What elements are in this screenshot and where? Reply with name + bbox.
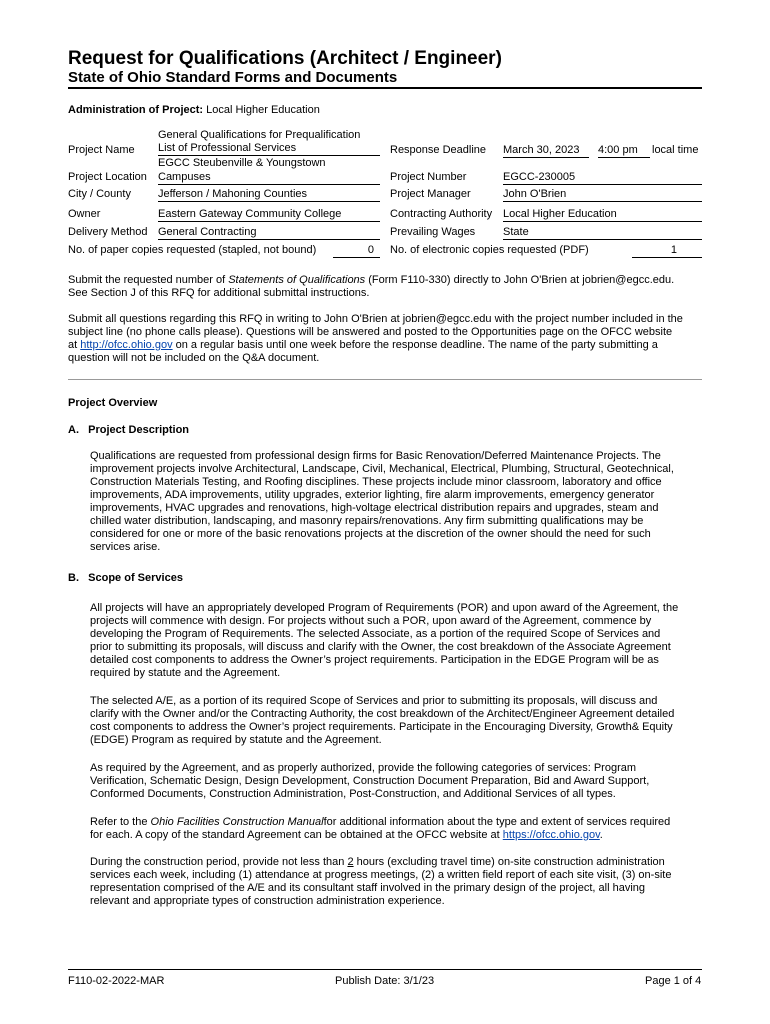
paragraph-line: projects will commence with design. For projects without such a POR, upon award of the Agreement, commence by <box>90 615 652 627</box>
paragraph-line: chilled water distribution, landscaping, and masonry repairs/renovations. Any firm submitting qualifications may be <box>90 515 644 527</box>
submittal-line: Submit the requested number of Statements of Qualifications (Form F110-330) directly to John O'Brien at jobrien@egcc.edu. <box>68 274 675 286</box>
page-number: Page 1 of 4 <box>645 975 702 987</box>
paragraph-line: As required by the Agreement, and as properly authorized, provide the following categories of services: Program <box>90 762 637 774</box>
prevailing-wages-value: State <box>503 226 702 240</box>
project-number-value: EGCC-230005 <box>503 171 702 185</box>
paragraph-line: improvements, ADA improvements, utility upgrades, exterior lighting, fire alarm improvements, emergency generator <box>90 489 655 501</box>
questions-line: question will not be included on the Q&A document. <box>68 352 320 364</box>
paragraph-line: representation comprised of the A/E and its consultant staff involved in the primary design of the project, all having <box>90 882 646 894</box>
paragraph-line: (EDGE) Program as required by statute and the Agreement. <box>90 734 382 746</box>
questions-line: at http://ofcc.ohio.gov on a regular basis until one week before the response deadline. The name of the party submitting a <box>68 339 658 351</box>
response-deadline-date: March 30, 2023 <box>503 144 589 158</box>
paragraph-line: All projects will have an appropriately developed Program of Requirements (POR) and upon award of the Agreement, the <box>90 602 679 614</box>
paragraph-line: services each week, including (1) attendance at progress meetings, (2) a written field report of each site visit, (3) on-site <box>90 869 672 881</box>
questions-line: Submit all questions regarding this RFQ in writing to John O'Brien at jobrien@egcc.edu with the project number included in the <box>68 313 683 325</box>
construction-manual-title: Ohio Facilities Construction Manual <box>150 816 324 828</box>
scope-paragraph-5 <box>90 856 704 908</box>
project-location-line: EGCC Steubenville & Youngstown <box>158 157 326 169</box>
paragraph-line: improvements, HVAC upgrades and renovations, high-voltage electrical distribution repairs and upgrades, steam and <box>90 502 659 514</box>
response-deadline-label: Response Deadline <box>390 144 487 156</box>
contracting-authority-label: Contracting Authority <box>390 208 493 220</box>
delivery-method-label: Delivery Method <box>68 226 148 238</box>
paragraph-line: cost components to address the Owner’s project requirements. Participate in the Encouraging Diversity, Growth& Equity <box>90 721 673 733</box>
project-overview-heading: Project Overview <box>68 397 158 409</box>
scope-paragraph-4 <box>90 816 704 842</box>
project-description-heading: A. Project Description <box>68 424 190 436</box>
paragraph-line: improvement projects involve Architectural, Landscape, Civil, Mechanical, Electrical, Plumbing, Structural, Geotechnical, <box>90 463 674 475</box>
scope-of-services-heading: B. Scope of Services <box>68 572 183 584</box>
electronic-copies-label: No. of electronic copies requested (PDF) <box>390 244 589 256</box>
hours-value: 2 <box>347 856 354 868</box>
project-manager-value: John O'Brien <box>503 188 702 202</box>
paragraph-line: required by statute and the Agreement. <box>90 667 281 679</box>
questions-line: subject line (no phone calls please). Questions will be answered and posted to the Opportunities page on the OFCC website <box>68 326 673 338</box>
project-name-label: Project Name <box>68 144 135 156</box>
response-deadline-suffix: local time <box>652 144 699 156</box>
project-name-line: List of Professional Services <box>158 142 380 156</box>
paper-copies-label: No. of paper copies requested (stapled, not bound) <box>68 244 317 256</box>
scope-paragraph-2 <box>90 695 704 747</box>
submittal-line: See Section J of this RFQ for additional submittal instructions. <box>68 287 370 299</box>
scope-paragraph-3 <box>90 762 704 801</box>
paragraph-line: Qualifications are requested from professional design firms for Basic Renovation/Deferred Maintenance Projects. The <box>90 450 661 462</box>
paragraph-line: developing the Program of Requirements. The selected Associate, as a portion of the required Scope of Services and <box>90 628 661 640</box>
document-title: Request for Qualifications (Architect / Engineer) <box>68 48 502 69</box>
paragraph-line: clarify with the Owner and/or the Contracting Authority, the cost breakdown of the Architect/Engineer Agreement detailed <box>90 708 675 720</box>
footer-rule <box>68 969 702 970</box>
paragraph-line: relevant and appropriate types of construction administration experience. <box>90 895 445 907</box>
owner-value: Eastern Gateway Community College <box>158 208 380 222</box>
paragraph-line: considered for one or more of the basic renovations projects at the discretion of the owner should the need for such <box>90 528 651 540</box>
administration-line <box>68 104 320 117</box>
publish-date: Publish Date: 3/1/23 <box>335 975 435 987</box>
ofcc-agreement-link[interactable]: https://ofcc.ohio.gov <box>502 829 600 841</box>
project-name-line: General Qualifications for Prequalification <box>158 129 361 141</box>
document-subtitle: State of Ohio Standard Forms and Documents <box>68 69 398 86</box>
paper-copies-value: 0 <box>333 244 380 258</box>
delivery-method-value: General Contracting <box>158 226 380 240</box>
paragraph-line: services arise. <box>90 541 161 553</box>
submittal-paragraph <box>68 274 708 300</box>
city-county-value: Jefferson / Mahoning Counties <box>158 188 380 202</box>
project-manager-label: Project Manager <box>390 188 471 200</box>
project-location-label: Project Location <box>68 171 147 183</box>
prevailing-wages-label: Prevailing Wages <box>390 226 476 238</box>
paragraph-line: The selected A/E, as a portion of its required Scope of Services and prior to submitting its proposals, will discuss and <box>90 695 658 707</box>
electronic-copies-value: 1 <box>632 244 702 258</box>
paragraph-line: During the construction period, provide not less than 2 hours (excluding travel time) on-site construction administration <box>90 856 665 868</box>
administration-value: Local Higher Education <box>206 104 320 116</box>
project-description-paragraph <box>90 450 704 554</box>
administration-label: Administration of Project: <box>68 104 204 116</box>
paragraph-line: detailed cost components to address the Owner’s project requirements. Participation in the EDGE Program will be as <box>90 654 659 666</box>
paragraph-line: for each. A copy of the standard Agreement can be obtained at the OFCC website at https://ofcc.ohio.gov. <box>90 829 603 841</box>
project-location-value: Campuses <box>158 171 380 185</box>
contracting-authority-value: Local Higher Education <box>503 208 702 222</box>
scope-paragraph-1 <box>90 602 704 680</box>
form-id: F110-02-2022-MAR <box>68 975 165 987</box>
paragraph-line: Construction Materials Testing, and Roofing disciplines. These projects include minor classroom, laboratory and office <box>90 476 662 488</box>
project-number-label: Project Number <box>390 171 467 183</box>
paragraph-line: prior to submitting its proposals, will discuss and clarify with the Owner, the cost breakdown of the Associate Agreement <box>90 641 671 653</box>
owner-label: Owner <box>68 208 101 220</box>
ofcc-website-link[interactable]: http://ofcc.ohio.gov <box>80 339 173 351</box>
project-name-field <box>158 129 380 156</box>
response-deadline-time: 4:00 pm <box>598 144 650 158</box>
paragraph-line: Refer to the Ohio Facilities Construction Manualfor additional information about the type and extent of services required <box>90 816 671 828</box>
section-divider <box>68 379 702 380</box>
header-rule <box>68 87 702 89</box>
questions-paragraph <box>68 313 708 365</box>
paragraph-line: Verification, Schematic Design, Design Development, Construction Document Preparation, Bid and Award Support, <box>90 775 650 787</box>
city-county-label: City / County <box>68 188 131 200</box>
paragraph-line: Conformed Documents, Construction Administration, Post-Construction, and Additional Services of all types. <box>90 788 616 800</box>
